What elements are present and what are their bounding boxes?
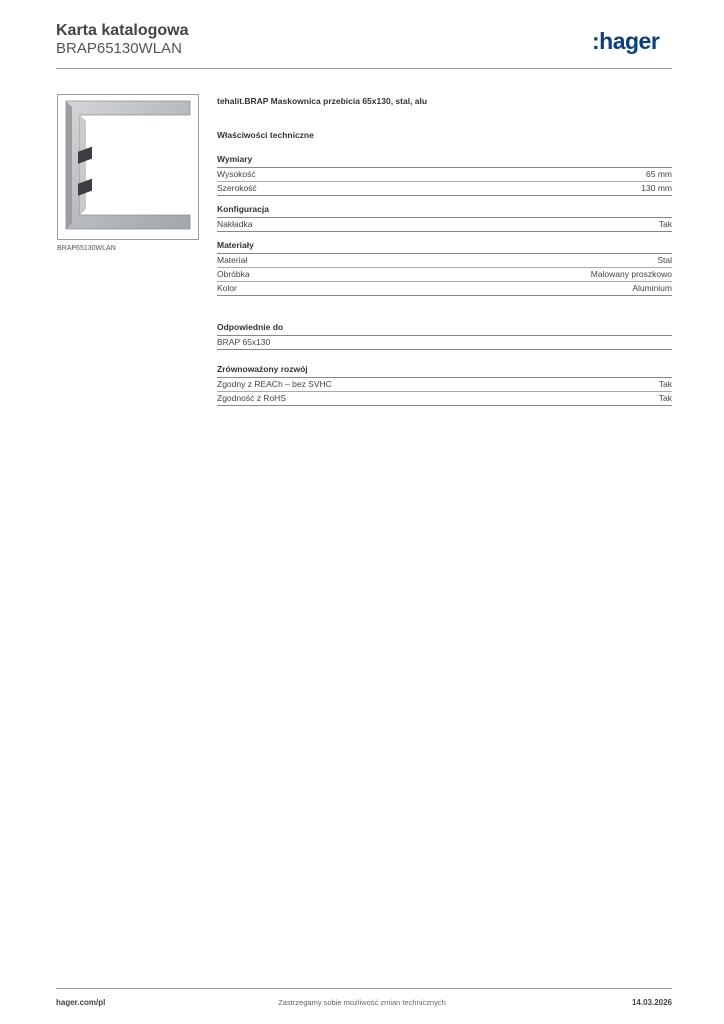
header-title: Karta katalogowa: [56, 22, 189, 39]
footer-website-link[interactable]: hager.com/pl: [56, 998, 106, 1007]
row-label: Wysokość: [217, 169, 256, 179]
section-sustainability: [217, 364, 672, 406]
properties-title: Właściwości techniczne: [217, 130, 314, 140]
header-divider: [56, 68, 672, 69]
row-label: Materiał: [217, 255, 248, 265]
row-value: 65 mm: [646, 169, 672, 179]
row-value: Tak: [658, 393, 672, 403]
table-row: [217, 392, 672, 406]
footer-divider: [56, 988, 672, 989]
table-row: [217, 336, 672, 350]
footer-notice: Zastrzegamy sobie możliwość zmian technicznych: [278, 998, 446, 1007]
product-image: [57, 94, 199, 240]
row-value: Tak: [658, 379, 672, 389]
row-label: Szerokość: [217, 183, 257, 193]
table-row: [217, 218, 672, 232]
row-value: Tak: [658, 219, 672, 229]
table-row: [217, 378, 672, 392]
row-label: Zgodny z REACh – bez SVHC: [217, 379, 332, 389]
section-title: Zrównoważony rozwój: [217, 364, 672, 378]
row-value: Malowany proszkowo: [590, 269, 672, 279]
section-title: Odpowiednie do: [217, 322, 672, 336]
row-value: Aluminium: [632, 283, 672, 293]
table-row: [217, 282, 672, 296]
section-dimensions: [217, 154, 672, 196]
row-value: 130 mm: [641, 183, 672, 193]
product-description: tehalit.BRAP Maskownica przebicia 65x130, stal, alu: [217, 96, 428, 106]
section-title: Materiały: [217, 240, 672, 254]
table-row: [217, 254, 672, 268]
section-configuration: [217, 204, 672, 232]
table-row: [217, 182, 672, 196]
row-value: Stal: [657, 255, 672, 265]
row-label: Nakładka: [217, 219, 253, 229]
section-title: Wymiary: [217, 154, 672, 168]
row-label: BRAP 65x130: [217, 337, 271, 347]
footer-date: 14.03.2026: [631, 998, 672, 1007]
header-product-code: BRAP65130WLAN: [56, 40, 182, 57]
image-caption: BRAP65130WLAN: [57, 245, 116, 252]
section-materials: [217, 240, 672, 296]
cover-plate-icon: [58, 95, 198, 239]
table-row: [217, 268, 672, 282]
row-label: Kolor: [217, 283, 237, 293]
spacer: [217, 304, 672, 322]
hager-logo: :hager: [592, 28, 660, 54]
section-title: Konfiguracja: [217, 204, 672, 218]
row-label: Zgodność z RoHS: [217, 393, 286, 403]
section-compatible: [217, 322, 672, 350]
content: [217, 96, 672, 414]
row-label: Obróbka: [217, 269, 250, 279]
table-row: [217, 168, 672, 182]
